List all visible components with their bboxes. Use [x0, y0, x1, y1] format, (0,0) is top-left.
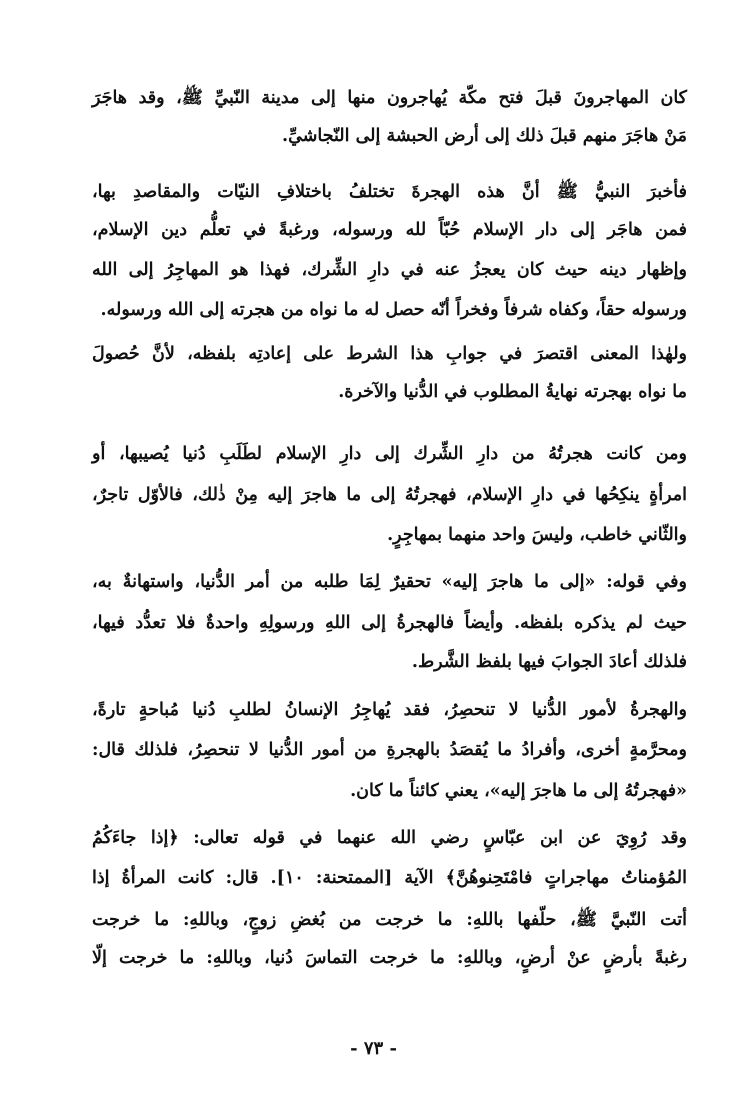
- paragraph-line: وفي قوله: «إلى ما هاجرَ إليه» تحقيرٌ لِمَا طلبه من أمر الدُّنيا، واستهانةٌ به،: [92, 572, 687, 592]
- paragraph-line: ومحرَّمةٍ أخرى، وأفرادُ ما يُقصَدُ بالهجرةِ من أمور الدُّنيا لا تنحصِرُ، فلذلك قال:: [92, 740, 687, 760]
- paragraph-line: رغبةً بأرضٍ عنْ أرضٍ، وباللهِ: ما خرجت التماسَ دُنيا، وباللهِ: ما خرجت إلّا: [92, 948, 687, 968]
- paragraph-line: ولهٰذا المعنى اقتصرَ في جوابِ هذا الشرط على إعادتِه بلفظه، لأنَّ حُصولَ: [92, 344, 687, 364]
- paragraph-line: كان المهاجرونَ قبلَ فتح مكّة يُهاجرون منها إلى مدينة النّبيِّ ﷺ، وقد هاجَرَ: [92, 88, 687, 108]
- paragraph-line: «فهجرتُهُ إلى ما هاجرَ إليه»، يعني كائناً ما كان.: [350, 781, 687, 801]
- paragraph-line: وإظهار دينه حيث كان يعجزُ عنه في دارِ الشِّرك، فهذا هو المهاجِرُ إلى الله: [92, 260, 687, 280]
- paragraph-line: ما نواه بهجرته نهايةُ المطلوب في الدُّنيا والآخرة.: [338, 382, 687, 402]
- paragraph-line: المُؤمناتُ مهاجراتٍ فامْتَحِنوهُنَّ﴾ الآية [الممتحنة: ١٠]. قال: كانت المرأةُ إذا: [92, 868, 687, 888]
- paragraph-line: والثّاني خاطب، وليسَ واحد منهما بمهاجِرٍ.: [387, 525, 687, 545]
- paragraph-line: وقد رُوِيَ عن ابن عبّاسٍ رضي الله عنهما في قوله تعالى: ﴿إذا جاءَكُمُ: [92, 828, 687, 848]
- paragraph-line: فأخبرَ النبيُّ ﷺ أنَّ هذه الهجرةَ تختلفُ باختلافِ النيّات والمقاصدِ بها،: [92, 182, 687, 202]
- paragraph-line: أتت النّبيَّ ﷺ، حلّفها باللهِ: ما خرجت من بُغضِ زوجٍ، وباللهِ: ما خرجت: [92, 910, 687, 930]
- paragraph-line: ومن كانت هجرتُهُ من دارِ الشِّرك إلى دارِ الإسلام لطَلَبِ دُنيا يُصيبها، أو: [92, 444, 687, 464]
- paragraph-line: امرأةٍ ينكِحُها في دارِ الإسلام، فهجرتُهُ إلى ما هاجرَ إليه مِنْ ذٰلك، فالأوّل تاجرٌ،: [92, 485, 687, 505]
- paragraph-line: ورسوله حقاً، وكفاه شرفاً وفخراً أنّه حصل له ما نواه من هجرته إلى الله ورسوله.: [100, 300, 687, 320]
- paragraph-line: فمن هاجَر إلى دار الإسلام حُبّاً لله ورسوله، ورغبةً في تعلُّم دين الإسلام،: [92, 220, 687, 240]
- paragraph-line: فلذلك أعادَ الجوابَ فيها بلفظ الشَّرط.: [411, 652, 687, 672]
- paragraph-line: مَنْ هاجَرَ منهم قبلَ ذلك إلى أرض الحبشة إلى النّجاشيِّ.: [282, 126, 687, 146]
- paragraph-line: والهجرةُ لأمور الدُّنيا لا تنحصِرُ، فقد يُهاجِرُ الإنسانُ لطلبِ دُنيا مُباحةٍ تارةً،: [92, 700, 687, 720]
- page-number: - ٧٣ -: [350, 1038, 397, 1059]
- paragraph-line: حيث لم يذكره بلفظه. وأيضاً فالهجرةُ إلى اللهِ ورسولِهِ واحدةٌ فلا تعدُّد فيها،: [92, 613, 687, 633]
